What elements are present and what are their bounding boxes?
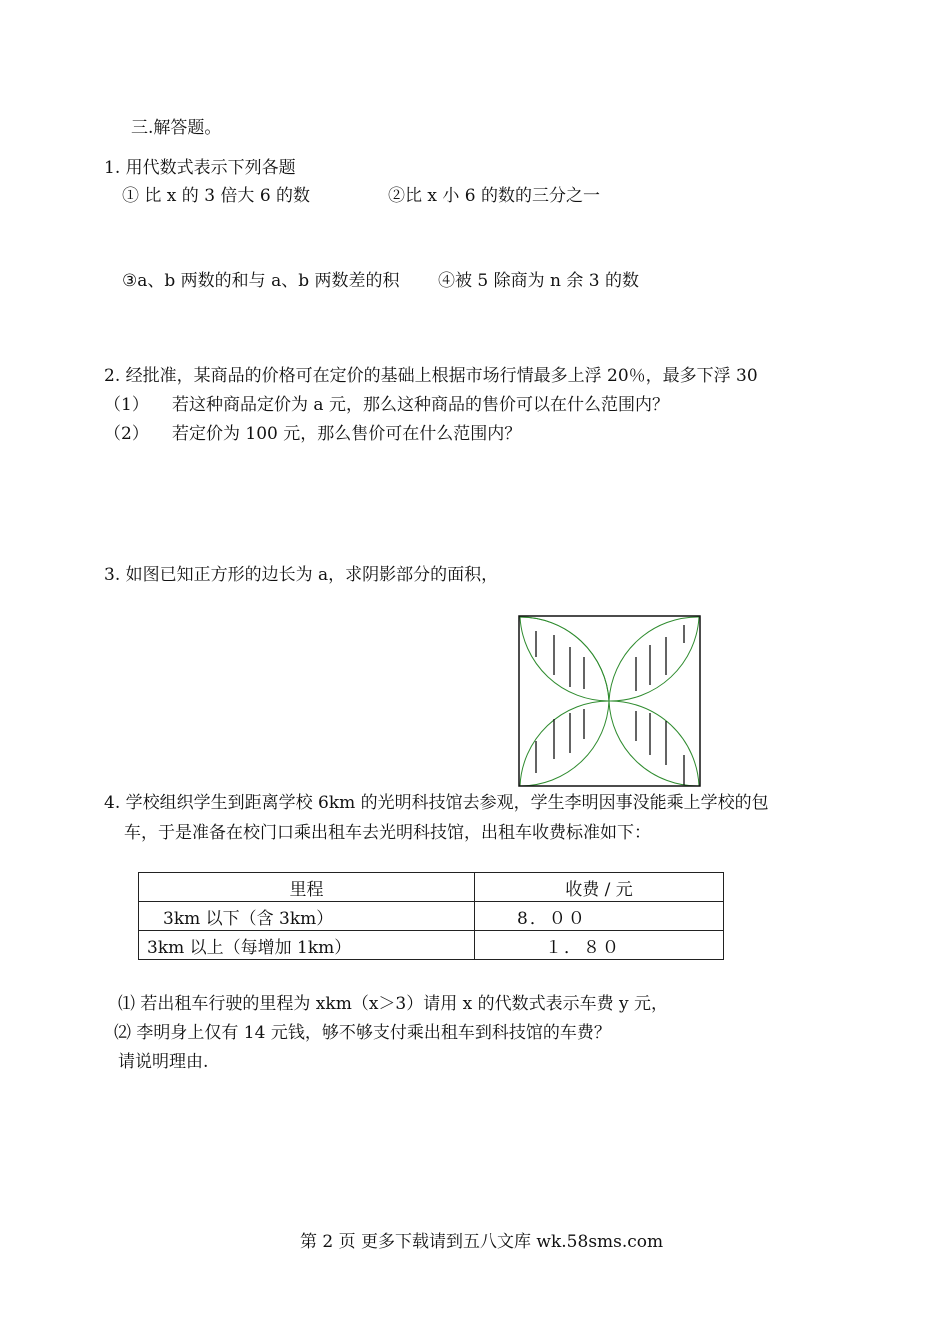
- q2-part-2-num: （2）: [104, 424, 149, 444]
- q2-title: 2. 经批准，某商品的价格可在定价的基础上根据市场行情最多上浮 20％，最多下浮 30: [104, 366, 758, 386]
- header-fee: 收费 / 元: [475, 873, 724, 902]
- q1-title: 1. 用代数式表示下列各题: [104, 158, 296, 178]
- cell-fee: 8．００: [475, 902, 724, 931]
- page-footer: 第 2 页 更多下载请到五八文库 wk.58sms.com: [300, 1232, 664, 1252]
- table-row: [139, 902, 724, 931]
- table-header-row: [139, 873, 724, 902]
- header-mileage: 里程: [139, 873, 475, 902]
- q2-part-1-text: 若这种商品定价为 a 元，那么这种商品的售价可以在什么范围内？: [172, 395, 669, 415]
- q2-part-1-num: （1）: [104, 395, 149, 415]
- cell-mileage: 3km 以下（含 3km）: [139, 902, 475, 931]
- square-petal-figure: [518, 615, 702, 789]
- q1-item-4: ④被 5 除商为 n 余 3 的数: [438, 271, 640, 291]
- cell-mileage: 3km 以上（每增加 1km）: [139, 931, 475, 960]
- q4-sub-2: ⑵ 李明身上仅有 14 元钱，够不够支付乘出租车到科技馆的车费？: [114, 1023, 611, 1043]
- q1-item-1: ① 比 x 的 3 倍大 6 的数: [122, 186, 311, 206]
- q3-title: 3. 如图已知正方形的边长为 a，求阴影部分的面积，: [104, 565, 499, 585]
- q4-line-1: 4. 学校组织学生到距离学校 6km 的光明科技馆去参观，学生李明因事没能乘上学校的包: [104, 793, 769, 813]
- q2-part-2-text: 若定价为 100 元，那么售价可在什么范围内？: [172, 424, 522, 444]
- cell-fee: １．８０: [475, 931, 724, 960]
- table-row: [139, 931, 724, 960]
- q4-sub-3: 请说明理由.: [118, 1052, 209, 1072]
- fee-table: [138, 872, 724, 960]
- q4-line-2: 车，于是准备在校门口乘出租车去光明科技馆，出租车收费标准如下：: [124, 823, 651, 843]
- q4-sub-1: ⑴ 若出租车行驶的里程为 xkm（x＞3）请用 x 的代数式表示车费 y 元，: [118, 994, 669, 1014]
- shading-lines: [536, 625, 684, 785]
- q1-item-3: ③a、b 两数的和与 a、b 两数差的积: [122, 271, 400, 291]
- q1-item-2: ②比 x 小 6 的数的三分之一: [388, 186, 601, 206]
- section-title: 三.解答题。: [131, 118, 222, 138]
